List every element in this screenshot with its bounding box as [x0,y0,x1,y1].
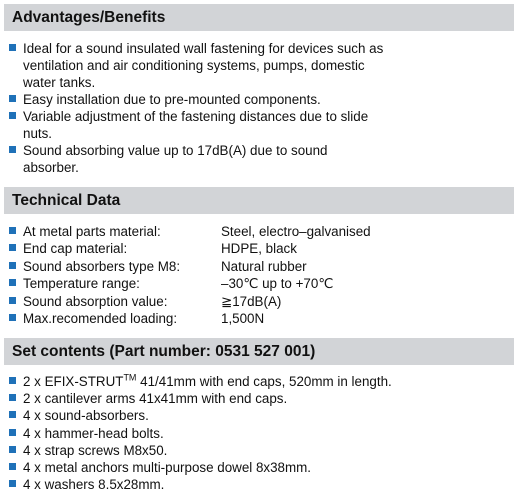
square-bullet-icon [9,314,16,321]
tech-label: Sound absorption value: [23,293,168,309]
square-bullet-icon [9,297,16,304]
square-bullet-icon [9,95,16,102]
tech-label: Temperature range: [23,276,140,292]
square-bullet-icon [9,262,16,269]
advantages-list [9,40,383,176]
advantage-item: Sound absorbing value up to 17dB(A) due to sound absorber. [9,142,383,176]
set-item: 2 x EFIX-STRUT™ 41/41mm with end caps, 520mm in length. [9,373,392,390]
tech-row [9,258,371,275]
advantages-header [4,4,514,31]
technical-data-title: Technical Data [12,191,121,209]
square-bullet-icon [9,279,16,286]
square-bullet-icon [9,480,16,487]
tech-value: –30℃ up to +70℃ [221,276,334,292]
advantages-title: Advantages/Benefits [12,8,166,26]
tech-label: End cap material: [23,241,128,257]
square-bullet-icon [9,446,16,453]
tech-value: HDPE, black [221,241,297,257]
tech-value: 1,500N [221,310,265,326]
set-item: 4 x metal anchors multi-purpose dowel 8x38mm. [9,459,392,476]
advantage-item: Easy installation due to pre-mounted components. [9,91,383,108]
square-bullet-icon [9,227,16,234]
set-contents-header [4,338,514,365]
square-bullet-icon [9,377,16,384]
set-item: 4 x sound-absorbers. [9,407,392,424]
square-bullet-icon [9,394,16,401]
advantage-item: Ideal for a sound insulated wall fastening for devices such as ventilation and air conditioning systems, pumps, domestic water tanks. [9,40,383,91]
set-item: 2 x cantilever arms 41x41mm with end caps. [9,390,392,407]
set-item: 4 x washers 8.5x28mm. [9,476,392,493]
tech-label: Sound absorbers type M8: [23,258,181,274]
tech-value: Natural rubber [221,258,307,274]
square-bullet-icon [9,112,16,119]
square-bullet-icon [9,44,16,51]
square-bullet-icon [9,463,16,470]
technical-data-list [9,223,371,327]
tech-row [9,223,371,240]
tech-label: At metal parts material: [23,224,161,239]
tech-label: Max.recomended loading: [23,310,178,326]
advantage-item: Variable adjustment of the fastening distances due to slide nuts. [9,108,383,142]
set-item: 4 x strap screws M8x50. [9,442,392,459]
square-bullet-icon [9,411,16,418]
set-item: 4 x hammer-head bolts. [9,425,392,442]
tech-row [9,275,371,292]
technical-data-header [4,187,514,214]
set-contents-list [9,373,392,493]
set-contents-title: Set contents (Part number: 0531 527 001) [12,342,316,360]
tech-row [9,240,371,257]
square-bullet-icon [9,146,16,153]
tech-value: Steel, electro–galvanised [221,224,371,239]
square-bullet-icon [9,244,16,251]
tech-row [9,293,371,310]
tech-value: ≧17dB(A) [221,293,282,309]
trademark-mark: TM [123,372,137,383]
tech-row [9,310,371,327]
square-bullet-icon [9,429,16,436]
